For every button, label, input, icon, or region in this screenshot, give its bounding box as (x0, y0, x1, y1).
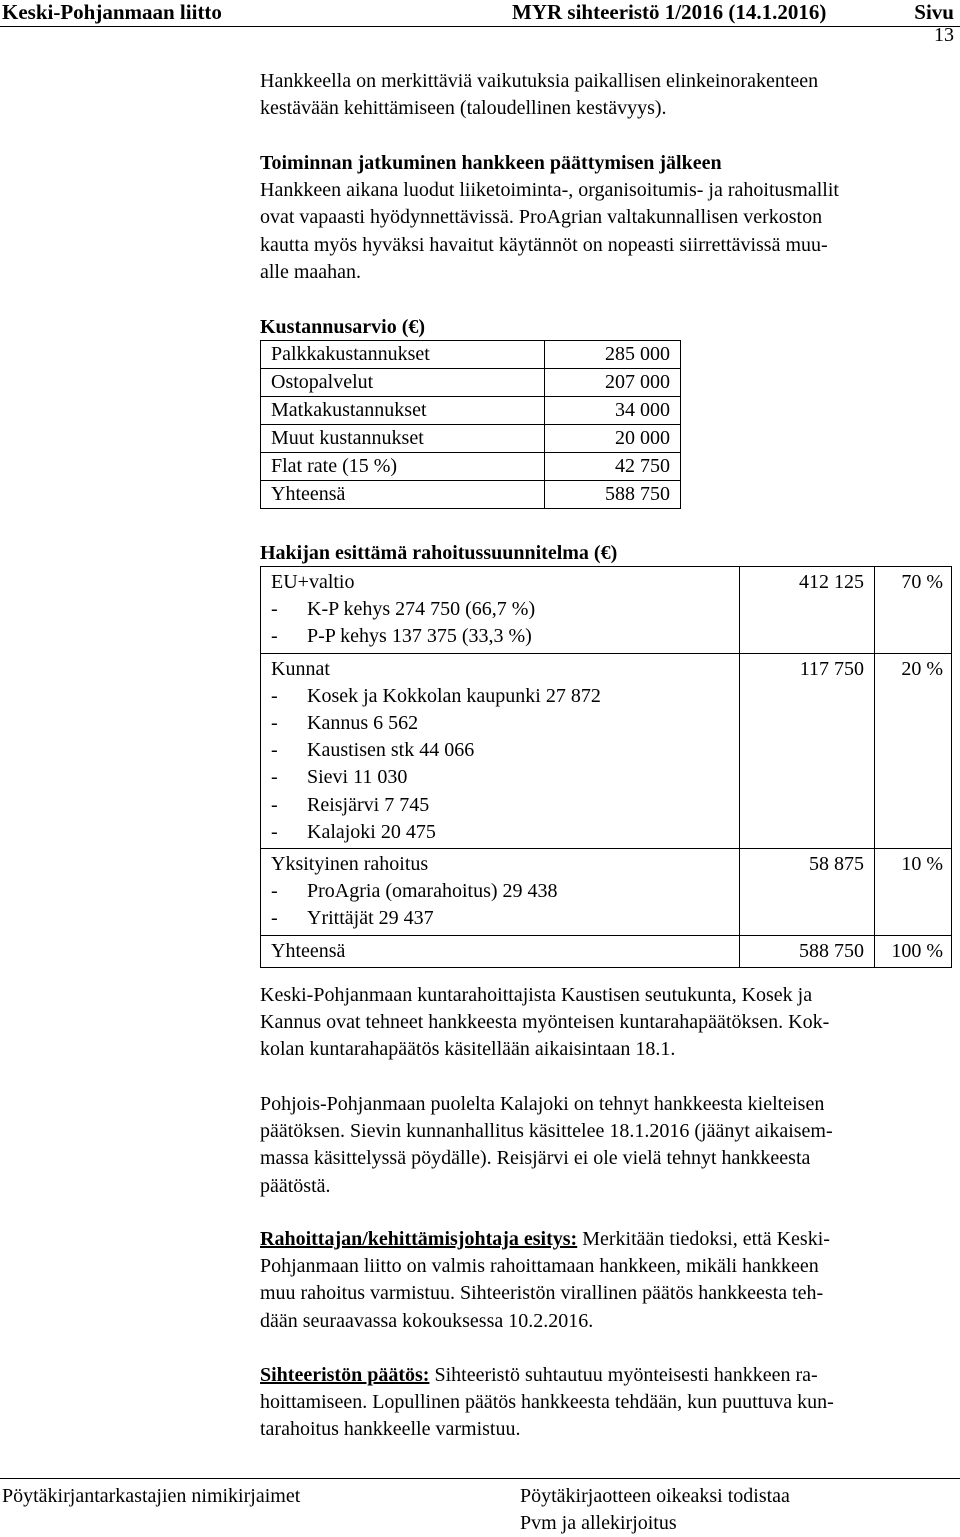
funding-group (261, 653, 740, 848)
cost-label: Ostopalvelut (261, 369, 545, 397)
table-row (261, 341, 681, 369)
text-line: tarahoitus hankkeelle varmistuu. (260, 1418, 521, 1441)
text-line: päätöstä. (260, 1174, 331, 1197)
header-organization: Keski-Pohjanmaan liitto (2, 0, 222, 24)
text-line: muu rahoitus varmistuu. Sihteeristön virallinen päätös hankkeesta teh- (260, 1282, 824, 1305)
funding-subitem: - Reisjärvi 7 745 (271, 793, 430, 816)
continuation-line: Hankkeen aikana luodut liiketoiminta-, organisoitumis- ja rahoitusmallit (260, 179, 839, 202)
decision-paragraph (260, 1362, 834, 1444)
text-line: kolan kuntarahapäätös käsitellään aikaisintaan 18.1. (260, 1038, 676, 1061)
cost-label: Flat rate (15 %) (261, 453, 545, 481)
footer-signature-label: Pvm ja allekirjoitus (520, 1512, 677, 1534)
footer-initials-label: Pöytäkirjantarkastajien nimikirjaimet (2, 1485, 301, 1507)
intro-line: kestävään kehittämiseen (taloudellinen kestävyys). (260, 97, 667, 120)
funding-percent: 20 % (874, 653, 951, 848)
text-line: hoittamiseen. Lopullinen päätös hankkeesta tehdään, kun puuttuva kun- (260, 1391, 834, 1414)
funding-subitem: - K-P kehys 274 750 (66,7 %) (271, 598, 536, 621)
funding-group (261, 567, 740, 654)
funding-subitem: - Kannus 6 562 (271, 712, 419, 735)
cost-estimate-table (260, 340, 681, 509)
funding-subitem: - Yrittäjät 29 437 (271, 907, 434, 930)
funding-percent: 10 % (874, 849, 951, 936)
funding-plan-table (260, 566, 952, 968)
cost-label: Palkkakustannukset (261, 341, 545, 369)
text-line: Sihteeristön päätös: Sihteeristö suhtautuu myönteisesti hankkeen ra- (260, 1364, 818, 1386)
funding-amount: 117 750 (740, 653, 875, 848)
cost-value: 207 000 (545, 369, 681, 397)
decision-label: Sihteeristön päätös: (260, 1364, 430, 1386)
funding-subitem: - Kaustisen stk 44 066 (271, 739, 475, 762)
cost-label: Yhteensä (261, 481, 545, 509)
table-row (261, 935, 952, 967)
cost-value: 34 000 (545, 397, 681, 425)
text-line: Kannus ovat tehneet hankkeesta myönteisen kuntarahapäätöksen. Kok- (260, 1011, 830, 1034)
text-line: Rahoittajan/kehittämisjohtaja esitys: Merkitään tiedoksi, että Keski- (260, 1228, 830, 1250)
text-line: Keski-Pohjanmaan kuntarahoittajista Kaustisen seutukunta, Kosek ja (260, 984, 813, 1006)
north-decisions-paragraph (260, 1091, 833, 1200)
footer-certify-label: Pöytäkirjaotteen oikeaksi todistaa (520, 1485, 790, 1507)
table-row (261, 453, 681, 481)
table-row (261, 397, 681, 425)
cost-label: Matkakustannukset (261, 397, 545, 425)
table-row (261, 481, 681, 509)
proposal-paragraph (260, 1226, 830, 1335)
cost-estimate-heading: Kustannusarvio (€) (260, 316, 426, 338)
funding-plan-heading: Hakijan esittämä rahoitussuunnitelma (€) (260, 542, 618, 564)
header-page-label: Sivu (914, 0, 954, 24)
continuation-line: ovat vapaasti hyödynnettävissä. ProAgrian valtakunnallisen verkoston (260, 206, 823, 229)
municipal-decisions-paragraph (260, 982, 829, 1064)
funding-group-label: Yksityinen rahoitus (271, 853, 429, 876)
proposal-label: Rahoittajan/kehittämisjohtaja esitys: (260, 1228, 578, 1250)
page-header (0, 0, 960, 28)
text-line: massa käsittelyssä pöydälle). Reisjärvi ei ole vielä tehnyt hankkeesta (260, 1147, 811, 1170)
funding-subitem: - ProAgria (omarahoitus) 29 438 (271, 880, 558, 903)
text-line: dään seuraavassa kokouksessa 10.2.2016. (260, 1309, 594, 1332)
intro-paragraph (260, 68, 818, 122)
text-line: päätöksen. Sievin kunnanhallitus käsittelee 18.1.2016 (jäänyt aikaisem- (260, 1120, 833, 1143)
intro-line: Hankkeella on merkittäviä vaikutuksia paikallisen elinkeinorakenteen (260, 70, 819, 92)
funding-amount: 58 875 (740, 849, 875, 936)
cost-label: Muut kustannukset (261, 425, 545, 453)
continuation-line: alle maahan. (260, 260, 362, 283)
header-divider (0, 26, 960, 27)
funding-total-percent: 100 % (874, 935, 951, 967)
funding-group-label: EU+valtio (271, 571, 355, 593)
funding-subitem: - Kalajoki 20 475 (271, 820, 436, 843)
table-row (261, 653, 952, 848)
footer-divider (0, 1478, 960, 1479)
table-row (261, 369, 681, 397)
funding-subitem: - Sievi 11 030 (271, 766, 408, 789)
table-row (261, 425, 681, 453)
cost-value: 42 750 (545, 453, 681, 481)
text-line: Pohjanmaan liitto on valmis rahoittamaan hankkeen, mikäli hankkeen (260, 1255, 819, 1278)
cost-value: 588 750 (545, 481, 681, 509)
funding-group (261, 849, 740, 936)
funding-amount: 412 125 (740, 567, 875, 654)
page-number: 13 (934, 24, 954, 46)
header-meeting: MYR sihteeristö 1/2016 (14.1.2016) (512, 0, 827, 24)
funding-percent: 70 % (874, 567, 951, 654)
funding-total-label: Yhteensä (261, 935, 740, 967)
cost-value: 285 000 (545, 341, 681, 369)
funding-total-amount: 588 750 (740, 935, 875, 967)
text-line: Pohjois-Pohjanmaan puolelta Kalajoki on tehnyt hankkeesta kielteisen (260, 1093, 825, 1115)
continuation-line: kautta myös hyväksi havaitut käytännöt on nopeasti siirrettävissä muu- (260, 233, 828, 256)
table-row (261, 849, 952, 936)
funding-subitem: - P-P kehys 137 375 (33,3 %) (271, 625, 532, 648)
continuation-section (260, 150, 839, 286)
funding-group-label: Kunnat (271, 657, 330, 680)
continuation-heading: Toiminnan jatkuminen hankkeen päättymisen jälkeen (260, 152, 722, 174)
table-row (261, 567, 952, 654)
cost-value: 20 000 (545, 425, 681, 453)
funding-subitem: - Kosek ja Kokkolan kaupunki 27 872 (271, 684, 601, 707)
